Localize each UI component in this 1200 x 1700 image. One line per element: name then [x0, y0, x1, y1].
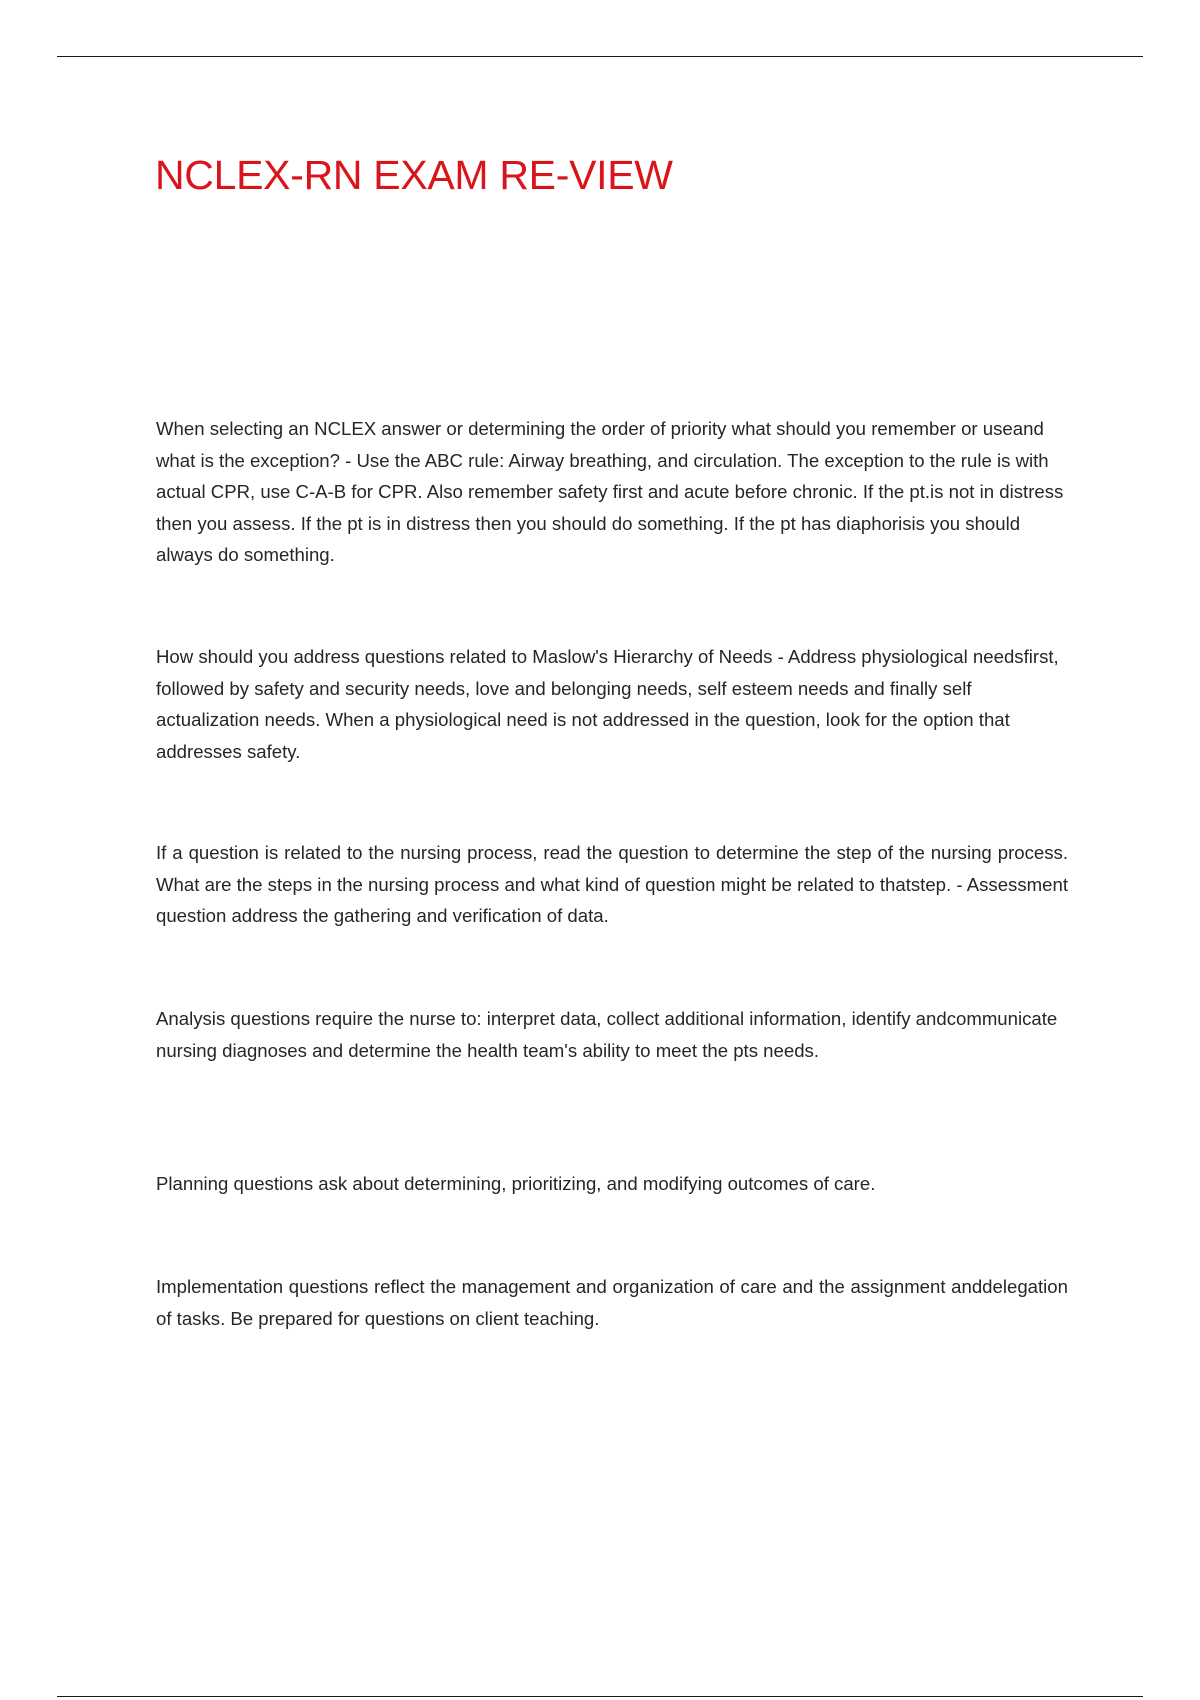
paragraph-planning: Planning questions ask about determining, prioritizing, and modifying outcomes of care. — [156, 1173, 876, 1194]
paragraph-analysis: Analysis questions require the nurse to: interpret data, collect additional information, identify andcommunicate nursing diagnoses and determine the health team's ability to meet the pts needs. — [156, 1008, 1058, 1061]
paragraph-implementation: Implementation questions reflect the management and organization of care and the assignment anddelegation of tasks. Be prepared for questions on client teaching. — [156, 1276, 1068, 1329]
top-rule — [57, 56, 1143, 57]
bottom-rule — [57, 1696, 1143, 1697]
paragraph-nursing-process: If a question is related to the nursing process, read the question to determine the step of the nursing process. What are the steps in the nursing process and what kind of question might be related to thatstep. - Assessment question address the gathering and verification of data. — [156, 842, 1068, 926]
paragraph-abc-rule: When selecting an NCLEX answer or determining the order of priority what should you remember or useand what is the exception? - Use the ABC rule: Airway breathing, and circulation. The exception to the rule is with actual CPR, use C-A-B for CPR. Also remember safety first and acute before chronic. If the pt.is not in distress then you assess. If the pt is in distress then you should do something. If the pt has diaphorisis you should always do something. — [156, 418, 1064, 565]
paragraph-maslow: How should you address questions related to Maslow's Hierarchy of Needs - Address physiological needsfirst, followed by safety and security needs, love and belonging needs, self esteem needs and finally self actualization needs. When a physiological need is not addressed in the question, look for the option that addresses safety. — [156, 646, 1059, 762]
document-title: NCLEX-RN EXAM RE-VIEW — [155, 152, 673, 198]
